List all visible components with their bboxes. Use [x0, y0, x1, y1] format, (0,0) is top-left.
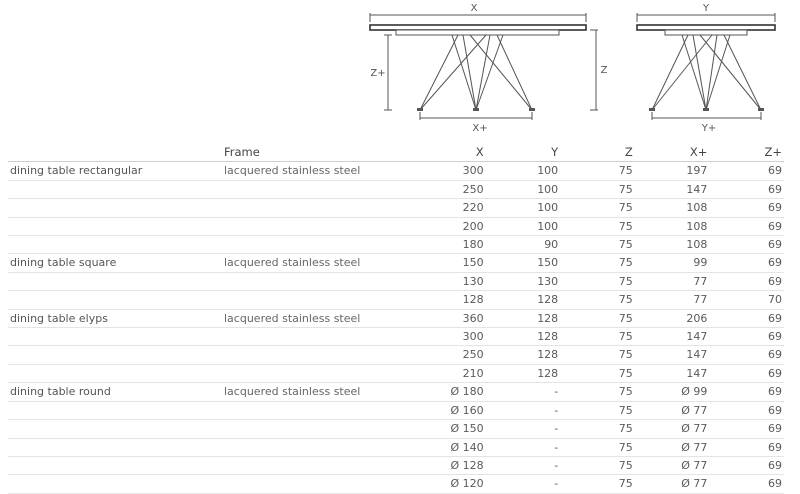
y-cell: 128 [537, 330, 559, 344]
product-name-cell [8, 272, 222, 290]
dimension-label-x-plus: X+ [472, 123, 488, 134]
x-cell: Ø 140 [450, 440, 484, 454]
y-cell: 128 [537, 348, 559, 362]
z-cell: 75 [618, 219, 633, 233]
x-cell: Ø 160 [450, 403, 484, 417]
x-cell: 200 [462, 219, 484, 233]
z-plus-cell: 69 [768, 164, 782, 178]
dimension-label-z-plus: Z+ [370, 68, 386, 79]
dimension-label-z: Z [600, 65, 608, 76]
side-view-feet [417, 108, 535, 111]
x-plus-cell: 77 [693, 293, 708, 307]
y-cell: 150 [537, 256, 559, 270]
header-frame: Frame [224, 145, 260, 159]
y-cell: - [554, 385, 559, 399]
x-cell: 250 [462, 348, 484, 362]
x-plus-cell: Ø 99 [681, 385, 708, 399]
z-plus-cell: 69 [768, 458, 782, 472]
z-cell: 75 [618, 238, 633, 252]
table-row [8, 401, 784, 419]
product-name-cell [8, 420, 222, 438]
z-plus-cell: 69 [768, 311, 782, 325]
y-cell: 100 [537, 219, 559, 233]
z-plus-cell: 69 [768, 256, 782, 270]
z-plus-cell: 69 [768, 422, 782, 436]
z-cell: 75 [618, 201, 633, 215]
frame-cell [222, 401, 411, 419]
x-plus-cell: 108 [686, 238, 708, 252]
table-row [8, 236, 784, 254]
z-cell: 75 [618, 256, 633, 270]
z-cell: 75 [618, 182, 633, 196]
x-plus-cell: 147 [686, 348, 708, 362]
table-row [8, 364, 784, 382]
z-cell: 75 [618, 164, 633, 178]
y-cell: 100 [537, 201, 559, 215]
z-cell: 75 [618, 366, 633, 380]
table-row [8, 475, 784, 493]
x-cell: 130 [462, 274, 484, 288]
frame-cell [222, 328, 411, 346]
product-name-cell [8, 217, 222, 235]
product-name-cell [8, 199, 222, 217]
x-plus-cell: Ø 77 [681, 477, 708, 491]
dimension-label-x: X [470, 3, 478, 14]
side-view-drawing [370, 13, 598, 120]
dimension-label-y: Y [702, 3, 710, 14]
z-cell: 75 [618, 330, 633, 344]
frame-cell [222, 346, 411, 364]
frame-cell [222, 291, 411, 309]
dimension-label-y-plus: Y+ [701, 123, 717, 134]
z-cell: 75 [618, 348, 633, 362]
frame-cell [222, 438, 411, 456]
y-cell: 130 [537, 274, 559, 288]
x-plus-cell: 147 [686, 366, 708, 380]
y-cell: 100 [537, 164, 559, 178]
dimensions-table [8, 144, 784, 494]
x-plus-cell: 147 [686, 330, 708, 344]
z-cell: 75 [618, 403, 633, 417]
frame-cell [222, 180, 411, 198]
z-cell: 75 [618, 422, 633, 436]
table-row [8, 254, 784, 272]
frame-cell [222, 272, 411, 290]
y-cell: 128 [537, 311, 559, 325]
x-cell: 128 [462, 293, 484, 307]
header-x: X [475, 145, 484, 159]
z-plus-cell: 69 [768, 219, 782, 233]
z-cell: 75 [618, 477, 633, 491]
z-plus-cell: 69 [768, 201, 782, 215]
x-plus-cell: 147 [686, 182, 708, 196]
x-plus-cell: 108 [686, 201, 708, 215]
product-name-cell: dining table round [10, 385, 111, 399]
frame-cell [222, 199, 411, 217]
x-cell: 210 [462, 366, 484, 380]
x-cell: Ø 180 [450, 385, 484, 399]
product-name-cell [8, 475, 222, 493]
frame-cell [222, 217, 411, 235]
front-view-feet [649, 108, 764, 111]
table-row [8, 272, 784, 290]
y-cell: - [554, 422, 559, 436]
x-cell: 360 [462, 311, 484, 325]
frame-cell [222, 364, 411, 382]
frame-cell: lacquered stainless steel [224, 311, 361, 325]
table-row [8, 162, 784, 180]
z-cell: 75 [618, 311, 633, 325]
x-cell: Ø 120 [450, 477, 484, 491]
x-cell: 220 [462, 201, 484, 215]
x-plus-cell: Ø 77 [681, 458, 708, 472]
front-view-drawing [637, 13, 775, 120]
table-row [8, 309, 784, 327]
y-cell: - [554, 440, 559, 454]
table-row [8, 438, 784, 456]
product-name-cell: dining table rectangular [10, 164, 143, 178]
product-name-cell [8, 291, 222, 309]
table-row [8, 291, 784, 309]
z-cell: 75 [618, 274, 633, 288]
y-cell: - [554, 458, 559, 472]
table-row [8, 346, 784, 364]
z-plus-cell: 69 [768, 274, 782, 288]
product-name-cell [8, 438, 222, 456]
z-cell: 75 [618, 385, 633, 399]
x-plus-cell: Ø 77 [681, 403, 708, 417]
x-cell: 300 [462, 164, 484, 178]
product-name-cell: dining table elyps [10, 311, 108, 325]
header-z-plus: Z+ [764, 145, 782, 159]
x-cell: Ø 150 [450, 422, 484, 436]
x-cell: Ø 128 [450, 458, 484, 472]
y-cell: - [554, 403, 559, 417]
frame-cell [222, 236, 411, 254]
z-plus-cell: 70 [768, 293, 782, 307]
x-plus-cell: 77 [693, 274, 708, 288]
y-cell: 128 [537, 366, 559, 380]
header-x-plus: X+ [689, 145, 708, 159]
header-z: Z [624, 145, 633, 159]
product-name-cell: dining table square [10, 256, 117, 270]
x-plus-cell: Ø 77 [681, 440, 708, 454]
frame-cell [222, 475, 411, 493]
product-name-cell [8, 180, 222, 198]
z-plus-cell: 69 [768, 366, 782, 380]
x-plus-cell: 197 [686, 164, 708, 178]
table-row [8, 328, 784, 346]
table-row [8, 199, 784, 217]
product-name-cell [8, 401, 222, 419]
z-plus-cell: 69 [768, 348, 782, 362]
frame-cell: lacquered stainless steel [224, 164, 361, 178]
table-row [8, 217, 784, 235]
x-cell: 180 [462, 238, 484, 252]
frame-cell [222, 420, 411, 438]
z-plus-cell: 69 [768, 477, 782, 491]
x-cell: 250 [462, 182, 484, 196]
y-cell: 90 [544, 238, 559, 252]
table-row [8, 420, 784, 438]
z-plus-cell: 69 [768, 330, 782, 344]
table-dimension-diagram [0, 0, 800, 140]
table-body [8, 162, 784, 493]
z-cell: 75 [618, 458, 633, 472]
product-name-cell [8, 364, 222, 382]
header-y: Y [551, 145, 559, 159]
z-plus-cell: 69 [768, 182, 782, 196]
table-header-row [8, 144, 784, 162]
y-cell: - [554, 477, 559, 491]
x-cell: 300 [462, 330, 484, 344]
x-plus-cell: 206 [686, 311, 708, 325]
product-name-cell [8, 346, 222, 364]
z-plus-cell: 69 [768, 440, 782, 454]
z-cell: 75 [618, 293, 633, 307]
product-name-cell [8, 236, 222, 254]
z-plus-cell: 69 [768, 238, 782, 252]
z-plus-cell: 69 [768, 385, 782, 399]
y-cell: 100 [537, 182, 559, 196]
product-name-cell [8, 328, 222, 346]
table-row [8, 180, 784, 198]
frame-cell: lacquered stainless steel [224, 385, 361, 399]
frame-cell: lacquered stainless steel [224, 256, 361, 270]
x-plus-cell: 108 [686, 219, 708, 233]
x-plus-cell: Ø 77 [681, 422, 708, 436]
y-cell: 128 [537, 293, 559, 307]
header-name [8, 144, 222, 162]
table-row [8, 383, 784, 401]
z-plus-cell: 69 [768, 403, 782, 417]
x-cell: 150 [462, 256, 484, 270]
z-cell: 75 [618, 440, 633, 454]
x-plus-cell: 99 [693, 256, 708, 270]
